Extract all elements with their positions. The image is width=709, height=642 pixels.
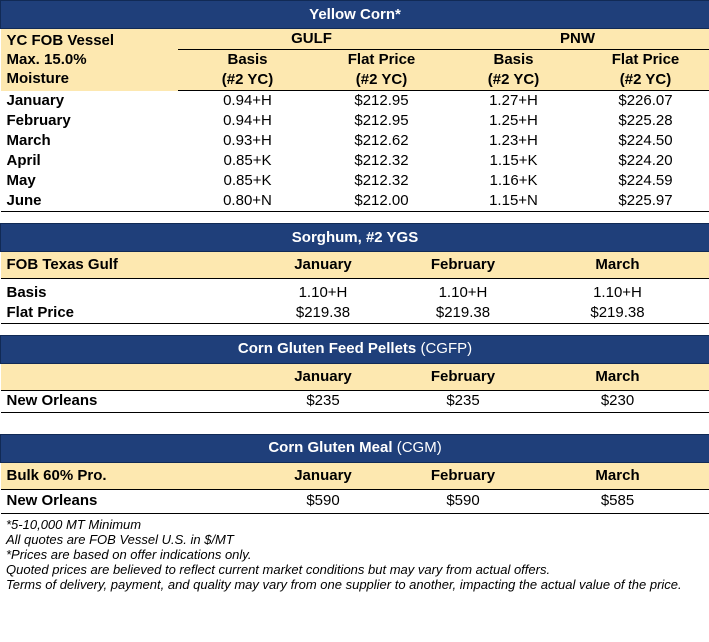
footnote: *5-10,000 MT Minimum [6,516,142,532]
gulf-flat-header: Flat Price [347,51,416,68]
cgm-title: Corn Gluten Meal (CGM) [1,434,709,462]
table-row: Basis 1.10+H 1.10+H 1.10+H [6,283,642,301]
spacer [0,324,709,335]
spacer [0,212,709,223]
table-row: April 0.85+K $212.32 1.15+K $224.20 [6,152,673,169]
corn-label: YC FOB Vessel Max. 15.0% Moisture [6,32,115,87]
sorghum-month-february: February [401,252,526,279]
cgm-month-march: March [526,462,709,489]
pnw-flat-header: Flat Price [611,51,680,68]
cgm-table [0,434,709,514]
footnote: *Prices are based on offer indications only. [6,546,252,562]
yellow-corn-table [0,0,709,212]
sorghum-title: Sorghum, #2 YGS [1,224,709,252]
pnw-basis-unit: (#2 YC) [446,70,582,91]
cgm-label: Bulk 60% Pro. [1,462,246,489]
pnw-flat-unit: (#2 YC) [582,70,709,91]
sorghum-label: FOB Texas Gulf [1,252,246,279]
cgfp-month-february: February [401,363,526,390]
pnw-header: PNW [446,29,709,50]
sorghum-month-march: March [526,252,709,279]
footnote: Terms of delivery, payment, and quality may vary from one supplier to another, impacting the actual value of the price. [6,576,682,592]
table-row: January 0.94+H $212.95 1.27+H $226.07 [6,91,673,109]
cgm-month-february: February [401,462,526,489]
table-row: February 0.94+H $212.95 1.25+H $225.28 [6,112,673,129]
table-row: June 0.80+N $212.00 1.15+N $225.97 [1,191,709,212]
table-row: New Orleans $235 $235 $230 [1,390,709,412]
cgm-month-january: January [246,462,401,489]
pnw-basis-header: Basis [493,51,534,68]
sorghum-month-january: January [246,252,401,279]
cgfp-title: Corn Gluten Feed Pellets (CGFP) [1,335,709,363]
gulf-header: GULF [178,29,446,50]
table-row: March 0.93+H $212.62 1.23+H $224.50 [6,132,673,149]
yellow-corn-title: Yellow Corn* [1,1,709,29]
footnotes [0,514,709,592]
cgfp-table [0,335,709,413]
sorghum-table [0,223,709,324]
table-row: Flat Price $219.38 $219.38 $219.38 [1,303,709,324]
cgfp-month-january: January [246,363,401,390]
gulf-basis-header: Basis [227,51,268,68]
gulf-basis-unit: (#2 YC) [178,70,318,91]
footnote: All quotes are FOB Vessel U.S. in $/MT [6,531,234,547]
table-row: May 0.85+K $212.32 1.16+K $224.59 [6,172,673,189]
footnote: Quoted prices are believed to reflect current market conditions but may vary from actual offers. [6,561,551,577]
spacer [0,413,709,434]
cgfp-month-march: March [526,363,709,390]
gulf-flat-unit: (#2 YC) [318,70,446,91]
table-row: New Orleans $590 $590 $585 [1,489,709,513]
